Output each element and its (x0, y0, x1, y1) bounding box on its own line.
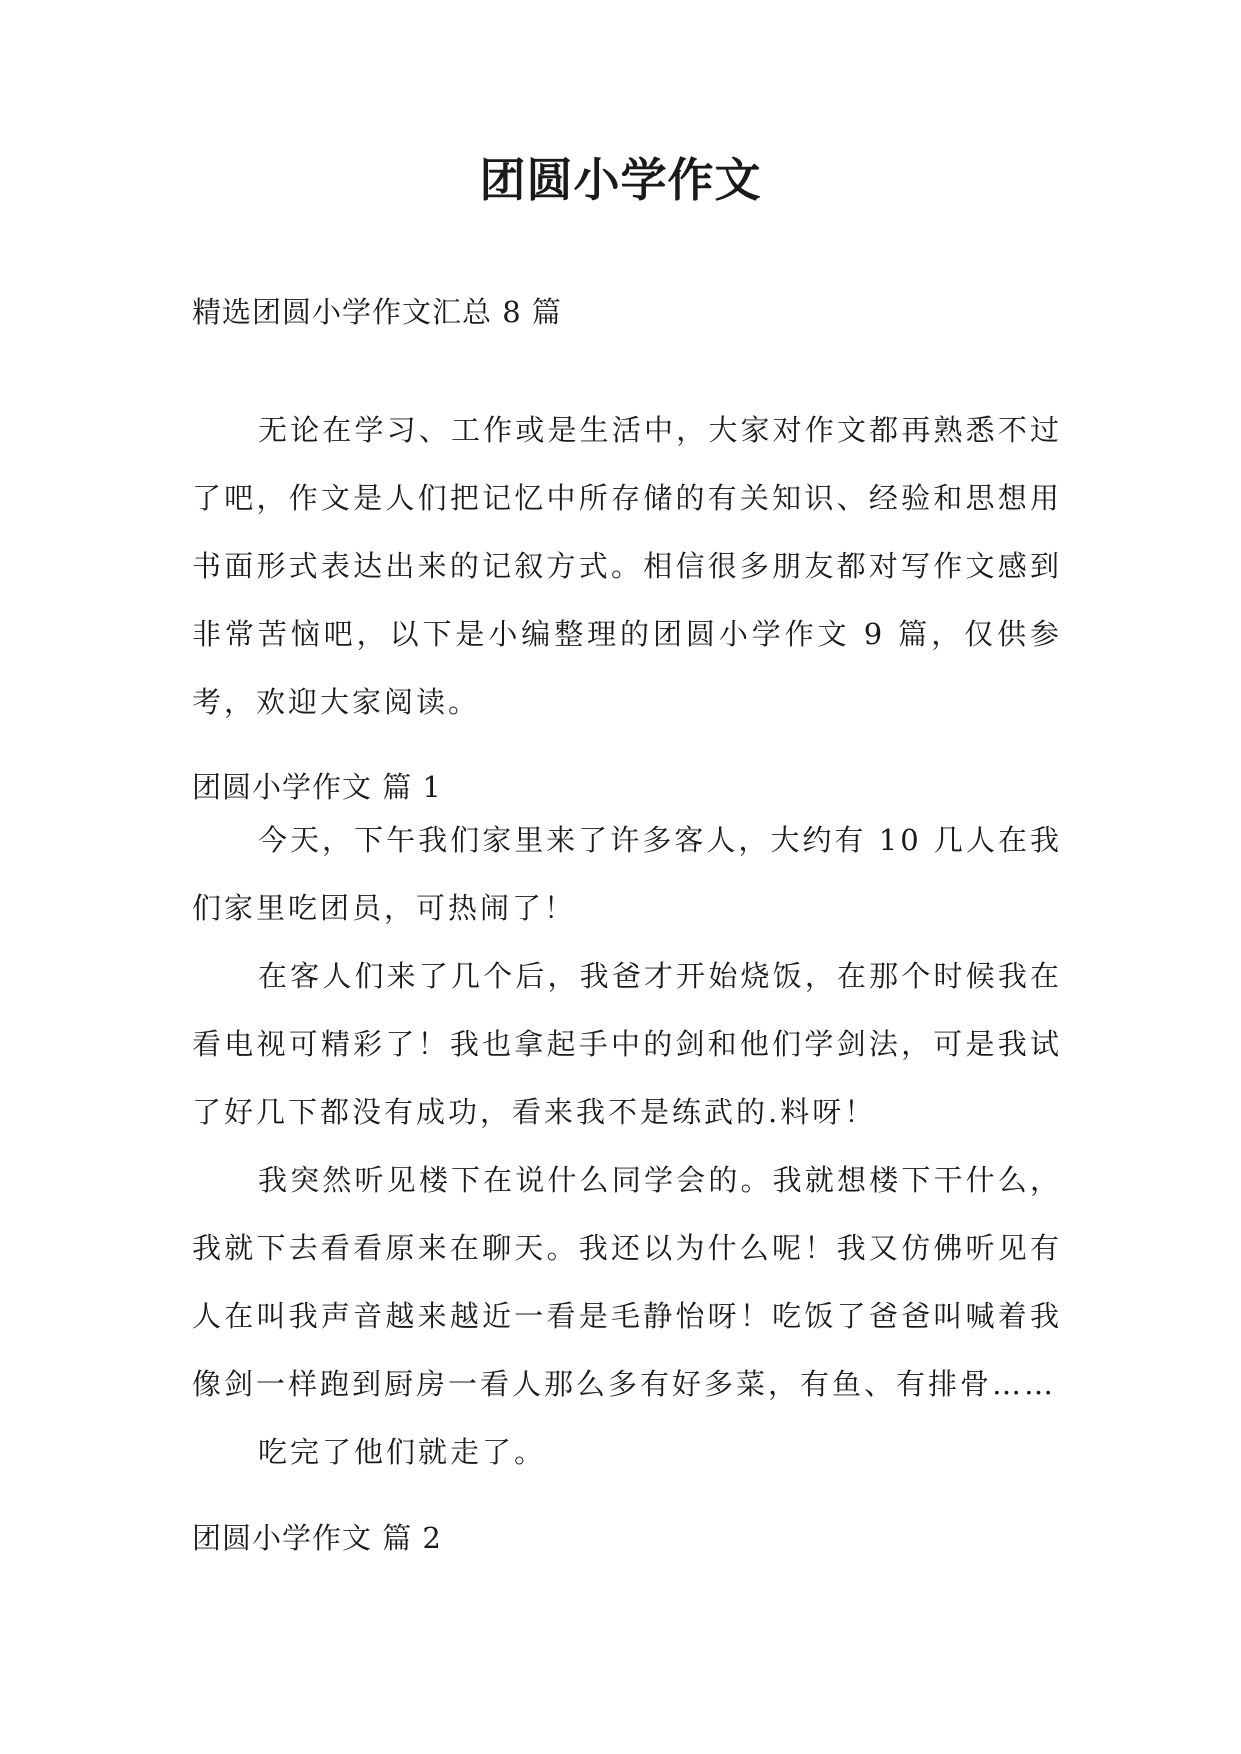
section-heading-2: 团圆小学作文 篇 2 (192, 1521, 442, 1555)
section-1-paragraph: 今天，下午我们家里来了许多客人，大约有 10 几人在我们家里吃团员，可热闹了！ (192, 823, 1062, 925)
section-1-paragraph: 在客人们来了几个后，我爸才开始烧饭，在那个时候我在看电视可精彩了！我也拿起手中的剑和他们学剑法，可是我试了好几下都没有成功，看来我不是练武的.料呀！ (192, 959, 1062, 1129)
section-heading-1: 团圆小学作文 篇 1 (192, 770, 442, 804)
intro-paragraph: 无论在学习、工作或是生活中，大家对作文都再熟悉不过了吧，作文是人们把记忆中所存储的有关知识、经验和思想用书面形式表达出来的记叙方式。相信很多朋友都对写作文感到非常苦恼吧，以下是小编整理的团圆小学作文 9 篇，仅供参考，欢迎大家阅读。 (192, 413, 1062, 719)
document-subtitle: 精选团圆小学作文汇总 8 篇 (192, 295, 562, 329)
section-1-paragraph: 吃完了他们就走了。 (258, 1435, 547, 1469)
intro-paragraph-block (192, 396, 1062, 736)
document-title: 团圆小学作文 (479, 153, 762, 207)
section-1-paragraph: 我突然听见楼下在说什么同学会的。我就想楼下干什么，我就下去看看原来在聊天。我还以为什么呢！我又仿佛听见有人在叫我声音越来越近一看是毛静怡呀！吃饭了爸爸叫喊着我像剑一样跑到厨房一看人那么多有好多菜，有鱼、有排骨…… (192, 1163, 1062, 1401)
section-1-body (192, 806, 1062, 1486)
